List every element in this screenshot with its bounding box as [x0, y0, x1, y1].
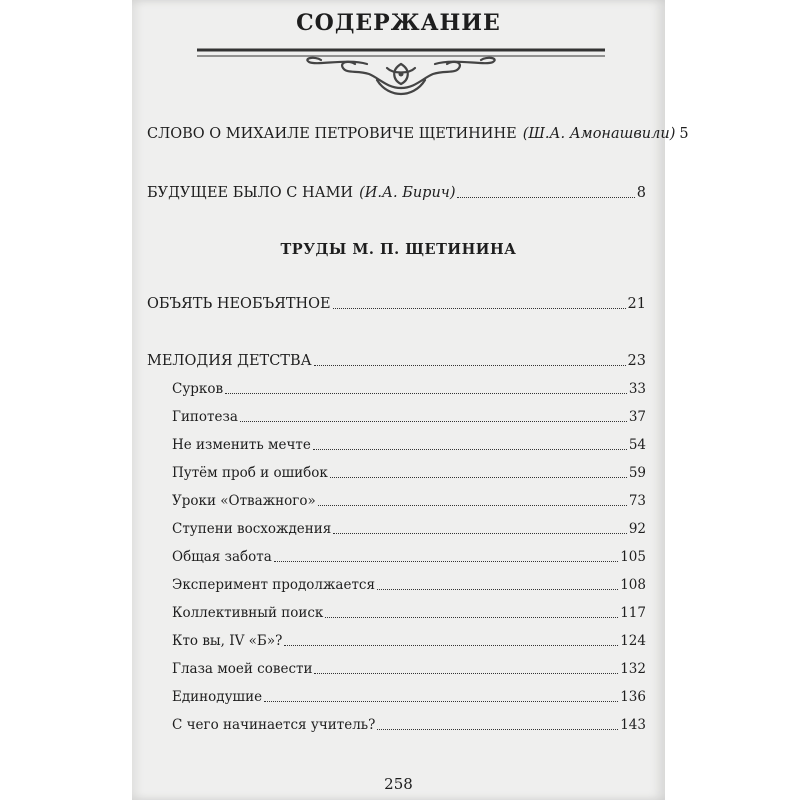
leader-dots	[325, 605, 618, 618]
toc-subentry[interactable]: Глаза моей совести 132	[172, 661, 646, 677]
leader-dots	[333, 521, 627, 534]
toc-subentry[interactable]: Общая забота 105	[172, 549, 646, 565]
page-number: 258	[384, 775, 413, 793]
leader-dots	[284, 633, 618, 646]
toc-subentry[interactable]: Кто вы, IV «Б»? 124	[172, 633, 646, 649]
leader-dots	[333, 296, 626, 309]
page-ref: 54	[628, 437, 646, 453]
leader-dots	[274, 549, 618, 562]
page-ref: 143	[620, 717, 646, 733]
page-ref: 37	[628, 409, 646, 425]
book-page	[132, 0, 689, 800]
page-ref: 105	[620, 549, 646, 565]
toc-subentry[interactable]: Путём проб и ошибок 59	[172, 465, 646, 481]
toc-entry-main-2[interactable]: МЕЛОДИЯ ДЕТСТВА 23	[147, 353, 646, 369]
leader-dots	[318, 493, 627, 506]
page-ref: 124	[620, 633, 646, 649]
leader-dots	[314, 661, 618, 674]
toc-subentry[interactable]: Единодушие 136	[172, 689, 646, 705]
toc-entry-intro-2[interactable]: БУДУЩЕЕ БЫЛО С НАМИ (И.А. Бирич) 8	[147, 185, 646, 201]
page-ref: 21	[627, 296, 646, 312]
leader-dots	[377, 717, 618, 730]
page-ref: 92	[628, 521, 646, 537]
section-heading: ТРУДЫ М. П. ЩЕТИНИНА	[280, 241, 517, 258]
toc-subentry[interactable]: С чего начинается учитель? 143	[172, 717, 646, 733]
page-ref: 117	[620, 605, 646, 621]
leader-dots	[330, 465, 627, 478]
toc-subentry[interactable]: Коллективный поиск 117	[172, 605, 646, 621]
page-ref: 23	[627, 353, 646, 369]
leader-dots	[264, 689, 618, 702]
page-ref: 73	[628, 493, 646, 509]
leader-dots	[240, 409, 627, 422]
leader-dots	[457, 185, 634, 198]
toc-subentry[interactable]: Сурков 33	[172, 381, 646, 397]
toc-subentry[interactable]: Не изменить мечте 54	[172, 437, 646, 453]
page-ref: 59	[628, 465, 646, 481]
toc-subentry[interactable]: Гипотеза 37	[172, 409, 646, 425]
toc-entry-main-1[interactable]: ОБЪЯТЬ НЕОБЪЯТНОЕ 21	[147, 296, 646, 312]
toc-subentry[interactable]: Ступени восхождения 92	[172, 521, 646, 537]
page-ref: 5	[679, 126, 689, 142]
toc-entry-intro-1[interactable]: СЛОВО О МИХАИЛЕ ПЕТРОВИЧЕ ЩЕТИНИНЕ (Ш.А. Амонашвили) 5	[147, 126, 689, 142]
page-ref: 33	[628, 381, 646, 397]
page-ref: 108	[620, 577, 646, 593]
page-ref: 8	[636, 185, 646, 201]
leader-dots	[314, 353, 626, 366]
toc-subentry[interactable]: Эксперимент продолжается 108	[172, 577, 646, 593]
page-ref: 136	[620, 689, 646, 705]
leader-dots	[225, 381, 627, 394]
toc-subentry[interactable]: Уроки «Отважного» 73	[172, 493, 646, 509]
decorative-ornament	[197, 44, 605, 100]
page-ref: 132	[620, 661, 646, 677]
leader-dots	[313, 437, 627, 450]
page-title: СОДЕРЖАНИЕ	[296, 10, 501, 36]
leader-dots	[377, 577, 618, 590]
